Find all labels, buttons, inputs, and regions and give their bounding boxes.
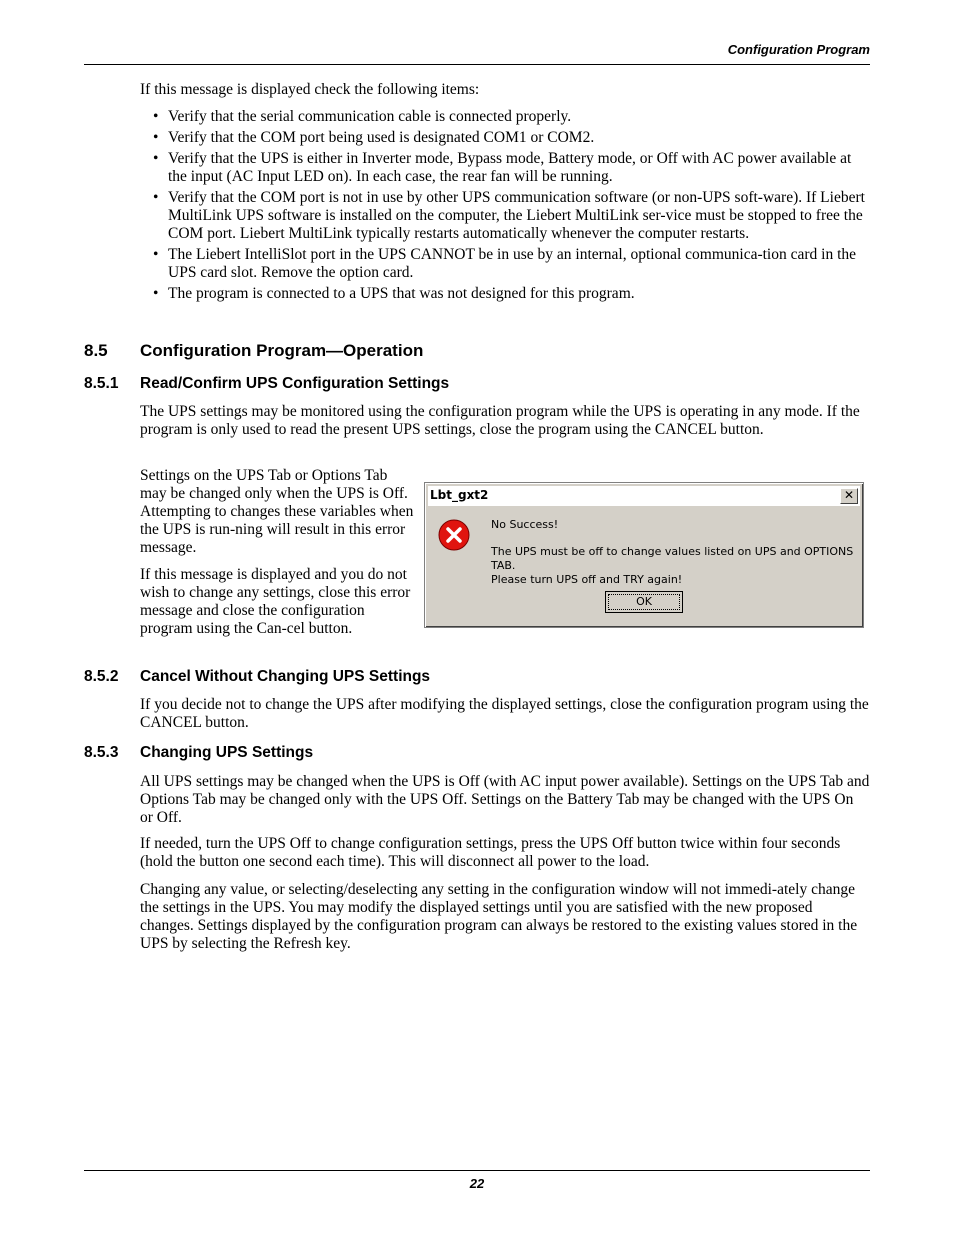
section-heading-8-5-2: 8.5.2 Cancel Without Changing UPS Settings bbox=[84, 668, 431, 685]
bullet-icon: • bbox=[153, 285, 159, 302]
paragraph: The UPS settings may be monitored using the configuration program while the UPS is operating in any mode. If the program is only used to read the present UPS settings, close the program using the CANCEL button. bbox=[140, 403, 860, 438]
paragraph: If this message is displayed and you do not wish to change any settings, close this error message and close the configuration program using the Can-cel button. bbox=[140, 566, 411, 637]
dialog-message-title: No Success! bbox=[491, 518, 559, 531]
paragraph: Changing any value, or selecting/deselecting any setting in the configuration window will not immedi-ately change the settings in the UPS. You may modify the displayed settings until you are satisfied with the new proposed changes. Settings displayed by the configuration program can always be restored to the existing values stored in the UPS by selecting the Refresh key. bbox=[140, 881, 858, 952]
bullet-icon: • bbox=[153, 108, 159, 125]
error-icon bbox=[438, 519, 470, 551]
dialog-titlebar[interactable] bbox=[428, 486, 860, 506]
close-icon[interactable]: ✕ bbox=[840, 488, 858, 504]
section-heading-8-5: 8.5 Configuration Program—Operation bbox=[84, 341, 424, 360]
ok-button[interactable]: OK bbox=[605, 591, 683, 613]
dialog-title: Lbt_gxt2 bbox=[430, 488, 489, 502]
list-item: • Verify that the COM port being used is designated COM1 or COM2. bbox=[153, 129, 595, 146]
paragraph: Settings on the UPS Tab or Options Tab may be changed only when the UPS is Off. Attempting to changes these variables when the UPS is run-ning will result in this error message. bbox=[140, 467, 414, 556]
list-item: • The Liebert IntelliSlot port in the UPS CANNOT be in use by an internal, optional communica-tion card in the UPS card slot. Remove the option card. bbox=[153, 246, 857, 281]
page-number: 22 bbox=[469, 1176, 485, 1191]
footer-rule bbox=[84, 1170, 870, 1171]
list-item: • Verify that the UPS is either in Inverter mode, Bypass mode, Battery mode, or Off with AC power available at the input (AC Input LED on). In each case, the rear fan will be running. bbox=[153, 150, 852, 185]
paragraph: If you decide not to change the UPS after modifying the displayed settings, close the configuration program using the CANCEL button. bbox=[140, 696, 869, 731]
bullet-icon: • bbox=[153, 246, 159, 263]
section-heading-8-5-1: 8.5.1 Read/Confirm UPS Configuration Settings bbox=[84, 375, 450, 392]
list-item: • The program is connected to a UPS that was not designed for this program. bbox=[153, 285, 635, 302]
section-heading-8-5-3: 8.5.3 Changing UPS Settings bbox=[84, 744, 314, 761]
checklist bbox=[140, 108, 870, 306]
intro-text: If this message is displayed check the following items: bbox=[140, 81, 480, 98]
paragraph: If needed, turn the UPS Off to change configuration settings, press the UPS Off button twice within four seconds (hold the button one second each time). This will disconnect all power to the load. bbox=[140, 835, 841, 870]
bullet-icon: • bbox=[153, 129, 159, 146]
bullet-icon: • bbox=[153, 189, 159, 206]
dialog-message-body: The UPS must be off to change values listed on UPS and OPTIONS TAB. Please turn UPS off and TRY again! bbox=[491, 545, 854, 586]
error-dialog bbox=[424, 482, 864, 628]
bullet-icon: • bbox=[153, 150, 159, 167]
paragraph: All UPS settings may be changed when the UPS is Off (with AC input power available). Settings on the UPS Tab and Options Tab may be changed only with the UPS Off. Settings on the Battery Tab may be changed with the UPS On or Off. bbox=[140, 773, 870, 826]
list-item: • Verify that the COM port is not in use by other UPS communication software (or non-UPS soft-ware). If Liebert MultiLink UPS software is installed on the computer, the Liebert MultiLink ser-vice must be stopped to free the COM port. Liebert MultiLink typically restarts automatically whenever the computer restarts. bbox=[153, 189, 865, 242]
header-rule bbox=[84, 64, 870, 65]
list-item: • Verify that the serial communication cable is connected properly. bbox=[153, 108, 572, 125]
running-header: Configuration Program bbox=[727, 42, 870, 57]
